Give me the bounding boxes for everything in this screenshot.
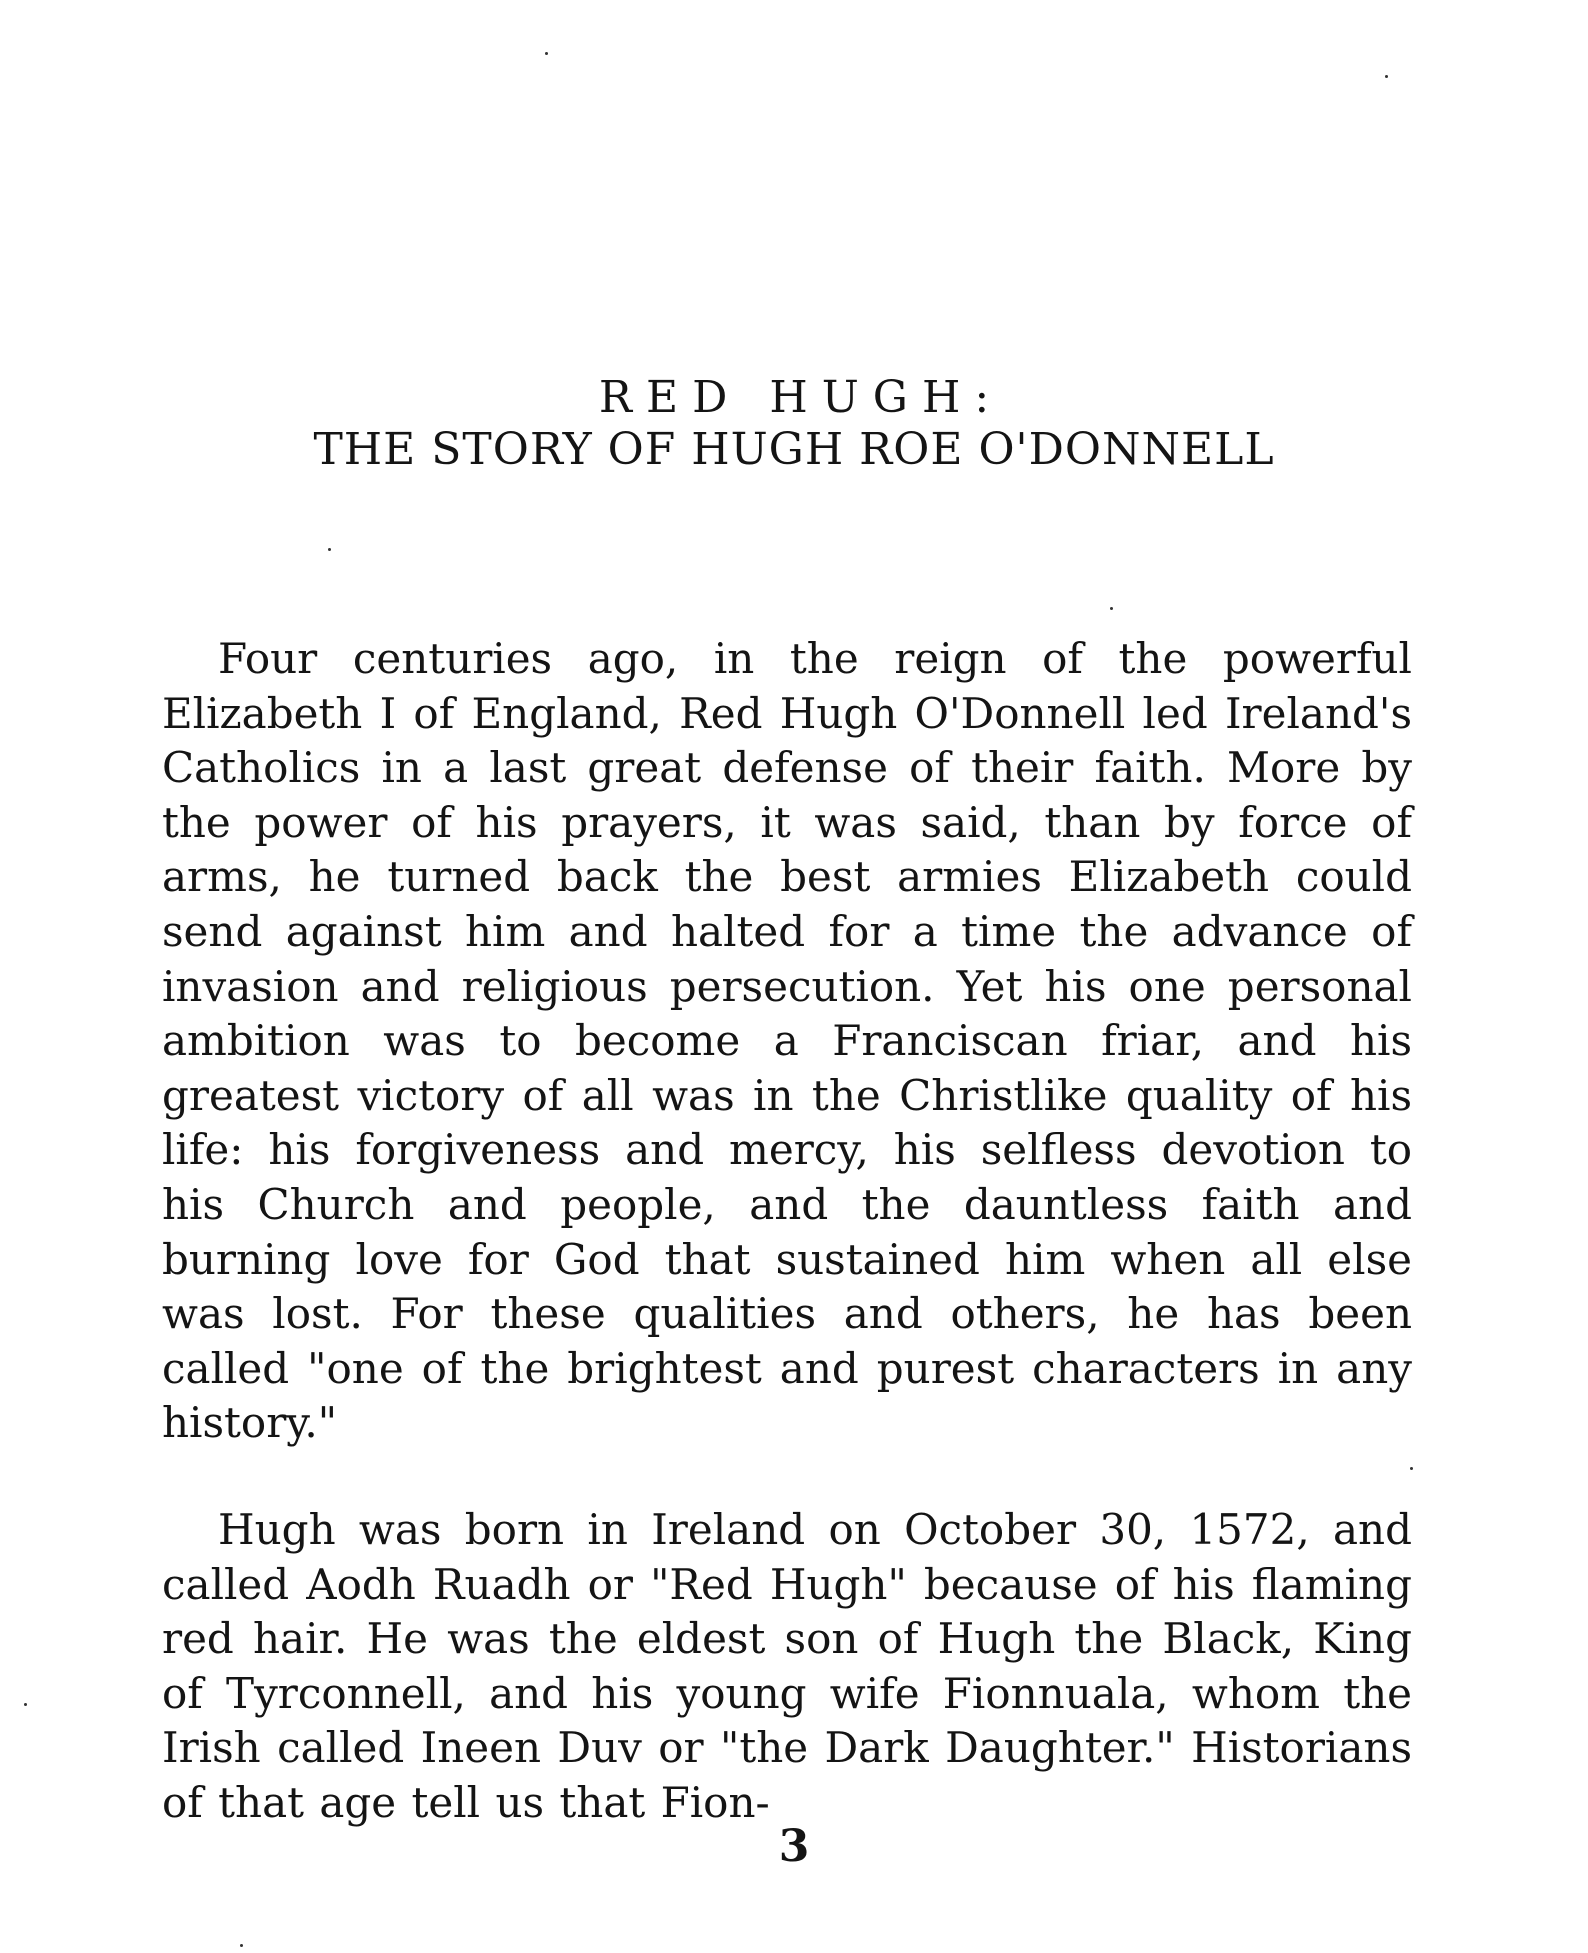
scan-speck xyxy=(545,52,548,55)
chapter-title: RED HUGH: xyxy=(598,372,1004,423)
scan-speck xyxy=(328,548,331,551)
body-paragraph-2: Hugh was born in Ireland on October 30, 1572, and called Aodh Ruadh or "Red Hugh" because of his flaming red hair. He was the eldest son of Hugh the Black, King of Tyrconnell, and his young wife Fionnuala, whom the Irish called Ineen Duv or "the Dark Daughter." Historians of that age tell us that Fion- xyxy=(162,1505,1412,1827)
scan-speck xyxy=(1110,607,1113,610)
scan-speck xyxy=(1385,75,1388,78)
scan-speck xyxy=(1410,1467,1413,1470)
scan-speck xyxy=(24,1703,27,1706)
chapter-subtitle: THE STORY OF HUGH ROE O'DONNELL xyxy=(313,424,1275,475)
scan-speck xyxy=(240,1944,243,1947)
page-number: 3 xyxy=(778,1821,810,1872)
body-paragraph-1: Four centuries ago, in the reign of the powerful Elizabeth I of England, Red Hugh O'Donnell led Ireland's Catholics in a last great defense of their faith. More by the power of his prayers, it was said, than by force of arms, he turned back the best armies Elizabeth could send against him and halted for a time the advance of invasion and religious persecution. Yet his one personal ambition was to become a Franciscan friar, and his greatest victory of all was in the Christlike quality of his life: his forgiveness and mercy, his selfless devotion to his Church and people, and the dauntless faith and burning love for God that sustained him when all else was lost. For these qualities and others, he has been called "one of the brightest and purest characters in any history." xyxy=(162,634,1412,1448)
